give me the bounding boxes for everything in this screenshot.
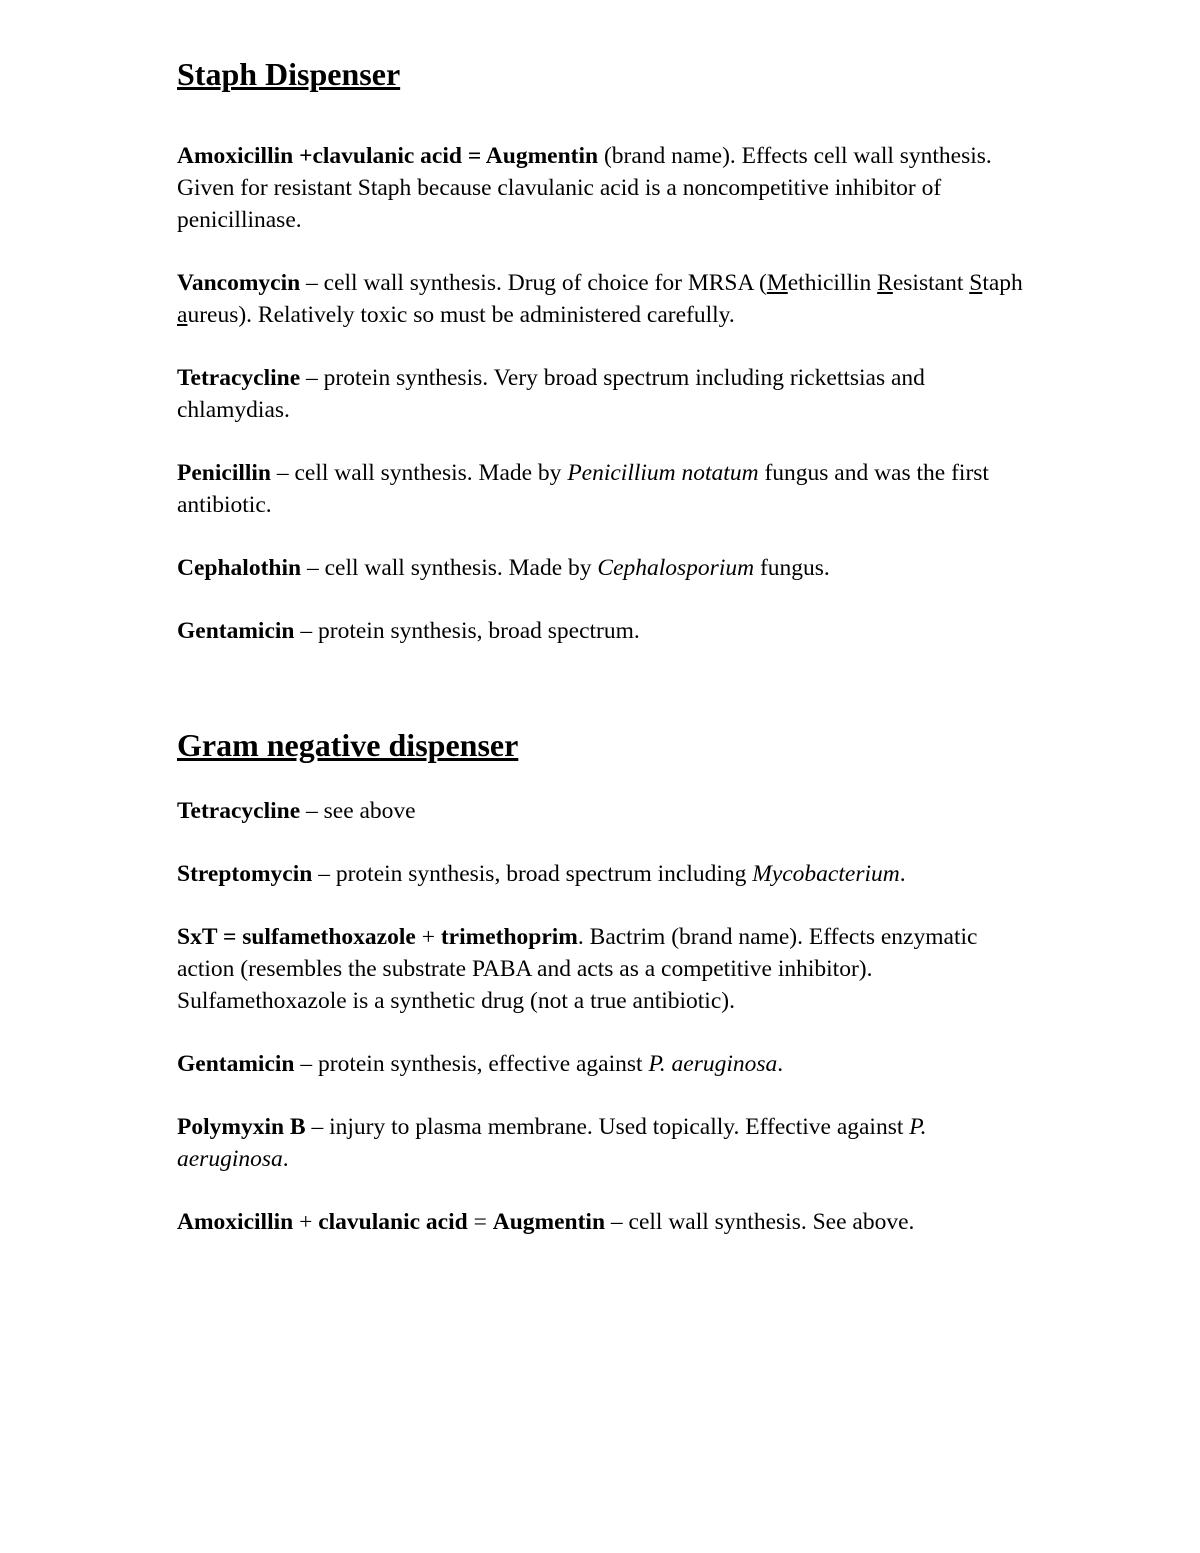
entry-text: – protein synthesis, broad spectrum. <box>294 618 640 644</box>
gram-negative-dispenser-heading: Gram negative dispenser <box>177 727 519 763</box>
entry-text: (brand name). Effects cell wall synthesis. Given for resistant Staph because clavulanic acid is a noncompetitive inhibitor of penicillinase. <box>177 143 992 233</box>
drug-entry <box>177 267 1037 331</box>
staph-dispenser-heading: Staph Dispenser <box>177 56 401 92</box>
drug-entry <box>177 1206 1037 1238</box>
entry-text: . <box>777 1051 784 1077</box>
drug-entry <box>177 362 1037 426</box>
entry-text: taph <box>982 270 1023 296</box>
drug-entry <box>177 921 1037 1017</box>
drug-name: Penicillin <box>177 460 271 486</box>
drug-entry <box>177 795 1037 827</box>
drug-name: Amoxicillin +clavulanic acid = Augmentin <box>177 143 599 169</box>
entry-text: – cell wall synthesis. Made by <box>301 555 598 581</box>
drug-name: Gentamicin <box>177 1051 295 1077</box>
drug-entry <box>177 140 1037 236</box>
drug-name: Tetracycline <box>177 798 301 824</box>
drug-name: trimethoprim <box>440 924 578 950</box>
document-page <box>177 54 1037 1238</box>
entry-text: ureus). Relatively toxic so must be administered carefully. <box>187 302 735 328</box>
drug-entry <box>177 615 1037 647</box>
organism-name: Mycobacterium <box>752 861 900 887</box>
entry-text: + <box>293 1209 319 1235</box>
drug-name: Vancomycin <box>177 270 301 296</box>
entry-text: – cell wall synthesis. See above. <box>605 1209 915 1235</box>
entry-text: – cell wall synthesis. Made by <box>271 460 568 486</box>
drug-name: Amoxicillin <box>177 1209 294 1235</box>
entry-text: – injury to plasma membrane. Used topically. Effective against <box>305 1114 910 1140</box>
entry-text: . <box>899 861 906 887</box>
entry-text: – see above <box>300 798 416 824</box>
drug-name: Cephalothin <box>177 555 302 581</box>
drug-entry <box>177 858 1037 890</box>
entry-text: fungus and was the first antibiotic. <box>177 460 989 518</box>
drug-entry <box>177 552 1037 584</box>
drug-entry <box>177 1111 1037 1175</box>
entry-text: esistant <box>892 270 970 296</box>
entry-text: + <box>415 924 441 950</box>
entry-text: = <box>467 1209 493 1235</box>
gram-negative-dispenser-list <box>177 795 1037 1238</box>
drug-name: SxT = sulfamethoxazole <box>177 924 416 950</box>
entry-text: M <box>766 270 788 296</box>
drug-name: Polymyxin B <box>177 1114 306 1140</box>
staph-dispenser-list <box>177 140 1037 647</box>
entry-text: – cell wall synthesis. Drug of choice for MRSA ( <box>300 270 767 296</box>
entry-text: – protein synthesis. Very broad spectrum including rickettsias and chlamydias. <box>177 365 925 423</box>
drug-entry <box>177 1048 1037 1080</box>
organism-name: Penicillium notatum <box>567 460 759 486</box>
entry-text: – protein synthesis, effective against <box>294 1051 649 1077</box>
drug-name: Tetracycline <box>177 365 301 391</box>
entry-text: fungus. <box>754 555 830 581</box>
drug-entry <box>177 457 1037 521</box>
organism-name: Cephalosporium <box>597 555 755 581</box>
drug-name: Streptomycin <box>177 861 313 887</box>
entry-text: . <box>282 1146 289 1172</box>
entry-text: – protein synthesis, broad spectrum including <box>312 861 753 887</box>
entry-text: a <box>177 302 188 328</box>
entry-text: ethicillin <box>787 270 878 296</box>
drug-name: clavulanic acid <box>318 1209 468 1235</box>
entry-text: S <box>969 270 983 296</box>
drug-name: Gentamicin <box>177 618 295 644</box>
entry-text: . Bactrim (brand name). Effects enzymatic action (resembles the substrate PABA and acts as a competitive inhibitor). Sulfamethoxazole is a synthetic drug (not a true antibiotic). <box>177 924 978 1014</box>
drug-name: Augmentin <box>492 1209 606 1235</box>
organism-name: P. aeruginosa <box>177 1114 927 1172</box>
organism-name: P. aeruginosa <box>648 1051 778 1077</box>
entry-text: R <box>877 270 893 296</box>
